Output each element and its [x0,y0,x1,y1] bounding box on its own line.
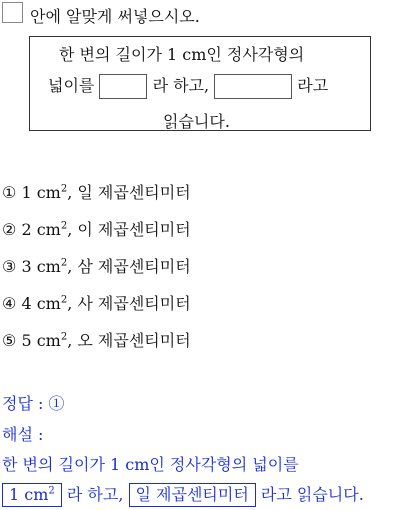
option-marker: ⑤ [2,331,17,350]
option-4[interactable] [2,291,191,314]
explanation-end-text: 라고 읽습니다. [260,485,364,504]
answer-blank-1[interactable] [99,74,147,99]
answer-blank-2[interactable] [214,74,292,99]
question-line-2 [48,73,328,99]
answer-label: 정답 : ① [2,394,65,413]
option-marker: ② [2,220,17,239]
option-1[interactable] [2,180,191,203]
option-reading: , 이 제곱센티미터 [67,220,191,239]
answer-box-1-value: 1 cm [9,485,49,504]
instruction-text: 안에 알맞게 써넣으시오. [30,7,200,26]
option-value: 5 cm [21,331,61,350]
option-marker: ① [2,183,17,202]
option-value: 1 cm [21,183,61,202]
explanation-line-1: 한 변의 길이가 1 cm인 정사각형의 넓이를 [2,455,299,474]
question-text-before: 넓이를 [48,76,95,95]
option-value: 3 cm [21,257,61,276]
answer-box-1-superscript: 2 [48,485,55,497]
answer-box-2: 일 제곱센티미터 [129,483,256,507]
option-superscript: 2 [60,220,68,232]
option-reading: , 일 제곱센티미터 [67,183,191,202]
answer-box-1 [2,483,62,507]
option-value: 4 cm [21,294,61,313]
explanation-line-2 [2,482,364,507]
option-reading: , 삼 제곱센티미터 [67,257,191,276]
question-line-3: 읽습니다. [163,112,230,131]
option-reading: , 오 제곱센티미터 [67,331,191,350]
question-line-1: 한 변의 길이가 1 cm인 정사각형의 [59,45,305,64]
option-superscript: 2 [60,331,68,343]
option-marker: ④ [2,294,17,313]
explanation-middle-text: 라 하고, [66,485,124,504]
option-reading: , 사 제곱센티미터 [67,294,191,313]
question-text-middle: 라 하고, [152,76,210,95]
question-text-after: 라고 [297,76,329,95]
option-5[interactable] [2,328,191,351]
question-box [29,36,371,131]
option-superscript: 2 [60,294,68,306]
option-marker: ③ [2,257,17,276]
option-superscript: 2 [60,183,68,195]
option-2[interactable] [2,217,191,240]
option-value: 2 cm [21,220,61,239]
answer-checkbox[interactable] [2,2,23,23]
option-3[interactable] [2,254,191,277]
explanation-label: 해설 : [2,425,44,444]
option-superscript: 2 [60,257,68,269]
